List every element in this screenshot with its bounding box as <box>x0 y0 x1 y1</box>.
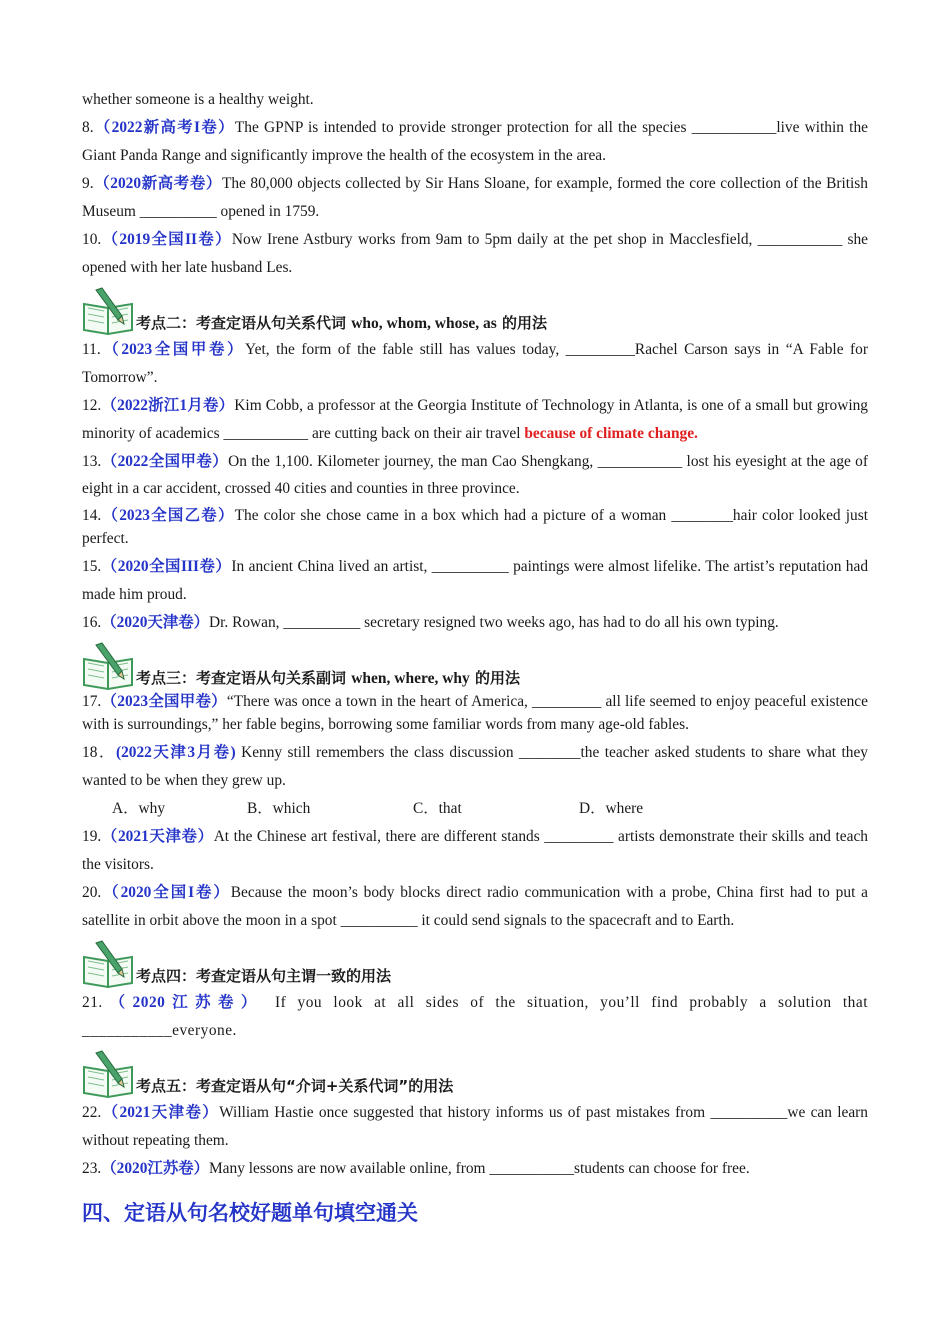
section-2-title: 考点二：考查定语从句关系代词 who, whom, whose, as 的用法 <box>136 314 548 332</box>
intro-line: whether someone is a healthy weight. <box>82 91 314 108</box>
book-pencil-icon <box>82 641 136 691</box>
question-19: 19.（2021天津卷）At the Chinese art festival, there are different stands _________ artists demonstrate their skills and teach the visitors. <box>82 828 868 873</box>
question-11: 11.（2023全国甲卷）Yet, the form of the fable still has values today, _________Rachel Carson says in “A Fable for Tomorrow”. <box>82 341 868 386</box>
section-4-title: 考点四：考查定语从句主谓一致的用法 <box>136 967 392 985</box>
option-d: D．where <box>579 800 644 817</box>
question-17: 17.（2023全国甲卷）“There was once a town in the heart of America, _________ all life seemed to enjoy peaceful existence with is surroundings,” her fable begins, borrowing some familiar words from many age-old fables. <box>82 693 868 733</box>
question-15: 15.（2020全国III卷）In ancient China lived an artist, __________ paintings were almost lifelike. The artist’s reputation had made him proud. <box>82 558 869 603</box>
question-23: 23.（2020江苏卷）Many lessons are now available online, from ___________students can choose for free. <box>82 1160 750 1177</box>
question-12: 12.（2022浙江1月卷）Kim Cobb, a professor at the Georgia Institute of Technology in Atlanta, is one of a small but growing minority of academics ___________ are cutting back on their air travel because of climate change. <box>82 397 868 442</box>
section-2-header <box>82 286 868 336</box>
book-pencil-icon <box>82 1049 136 1099</box>
option-a: A．why <box>112 800 166 817</box>
question-16: 16.（2020天津卷）Dr. Rowan, __________ secretary resigned two weeks ago, has had to do all his own typing. <box>82 614 779 631</box>
question-14: 14.（2023全国乙卷）The color she chose came in a box which had a picture of a woman ________hair color looked just perfect. <box>82 507 868 547</box>
question-18-options <box>82 795 868 823</box>
question-10: 10.（2019全国II卷）Now Irene Astbury works from 9am to 5pm daily at the pet shop in Macclesfield, ___________ she opened with her late husband Les. <box>82 231 868 276</box>
question-21: 21.（2020江苏卷） If you look at all sides of the situation, you’ll find probably a solution that ___________everyone. <box>82 994 868 1039</box>
book-pencil-icon <box>82 939 136 989</box>
question-13: 13.（2022全国甲卷）On the 1,100. Kilometer journey, the man Cao Shengkang, ___________ lost his eyesight at the age of eight in a car accident, crossed 40 cities and counties in three province. <box>82 453 868 497</box>
section-5-header <box>82 1049 868 1099</box>
book-pencil-icon <box>82 286 136 336</box>
section-3-header <box>82 641 868 691</box>
part-4-heading: 四、定语从句名校好题单句填空通关 <box>82 1201 418 1225</box>
question-22: 22.（2021天津卷）William Hastie once suggested that history informs us of past mistakes from __________we can learn without repeating them. <box>82 1104 868 1149</box>
section-4-header <box>82 939 868 989</box>
section-5-title: 考点五：考查定语从句“介词+关系代词”的用法 <box>136 1077 454 1095</box>
question-9: 9.（2020新高考卷）The 80,000 objects collected by Sir Hans Sloane, for example, formed the core collection of the British Museum __________ opened in 1759. <box>82 175 868 220</box>
question-20: 20.（2020全国I卷）Because the moon’s body blocks direct radio communication with a probe, China first had to put a satellite in orbit above the moon in a spot __________ it could send signals to the spacecraft and to Earth. <box>82 884 868 929</box>
question-8: 8.（2022新高考I卷）The GPNP is intended to provide stronger protection for all the species ___________live within the Giant Panda Range and significantly improve the health of the ecosystem in the area. <box>82 119 868 164</box>
document-page <box>82 86 868 1227</box>
option-b: B．which <box>247 800 311 817</box>
section-3-title: 考点三：考查定语从句关系副词 when, where, why 的用法 <box>136 669 521 687</box>
question-18: 18．(2022天津3月卷) Kenny still remembers the class discussion ________the teacher asked students to share what they wanted to be when they grew up. <box>82 744 868 789</box>
option-c: C．that <box>413 800 462 817</box>
